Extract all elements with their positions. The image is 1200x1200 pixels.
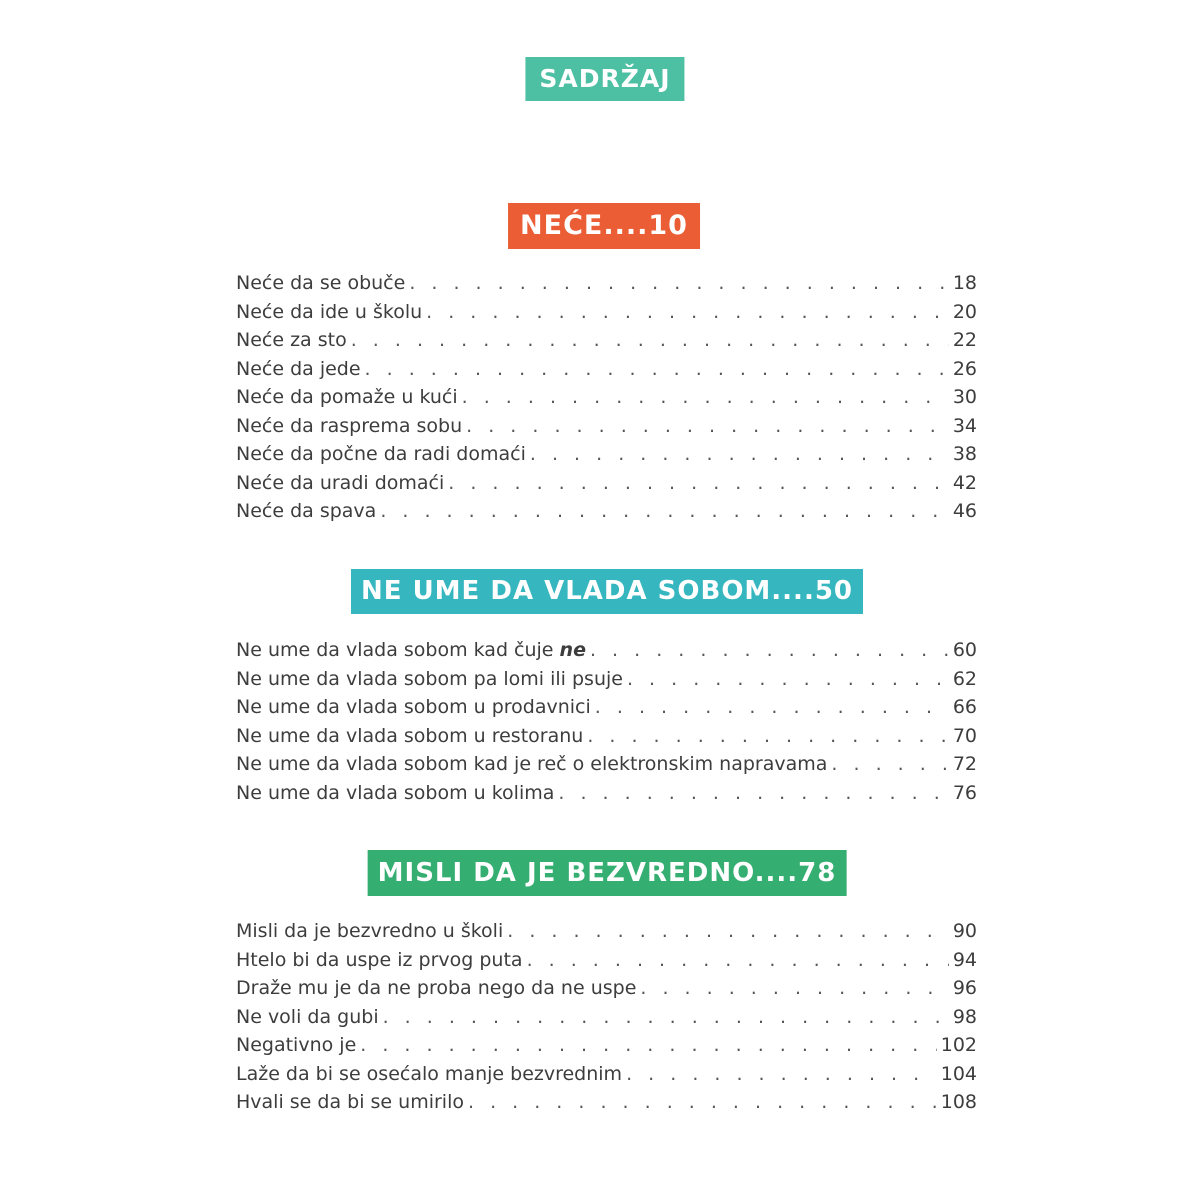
toc-entry xyxy=(236,412,977,441)
toc-entry-title-text: Hvali se da bi se umirilo xyxy=(236,1091,464,1113)
toc-entry-title-text: Ne ume da vlada sobom u restoranu xyxy=(236,724,584,747)
toc-entry-title xyxy=(236,665,623,694)
toc-entry-page-number: 42 xyxy=(952,471,977,494)
toc-entry xyxy=(236,750,977,779)
toc-entry-title xyxy=(236,1088,464,1117)
dot-leader xyxy=(468,1088,937,1117)
toc-list-nece xyxy=(236,269,977,526)
toc-entry-page-number: 72 xyxy=(952,753,977,775)
toc-entry-title xyxy=(236,917,503,946)
dot-leader xyxy=(409,269,949,298)
toc-entry-page-number: 18 xyxy=(952,272,977,294)
toc-entry-title-text: Ne ume da vlada sobom kad je reč o elektronskim napravama xyxy=(236,753,828,775)
toc-entry-page-number: 102 xyxy=(940,1034,977,1056)
toc-entry-title-text: Neće da ide u školu xyxy=(236,300,423,323)
toc-entry-title-text: Neće da pomaže u kući xyxy=(236,386,458,408)
toc-entry xyxy=(236,440,977,469)
toc-entry xyxy=(236,298,977,327)
toc-entry xyxy=(236,1031,977,1060)
toc-entry-title-text: Neće da uradi domaći xyxy=(236,471,445,494)
toc-entry-page-number: 34 xyxy=(952,414,977,437)
dot-leader xyxy=(426,298,949,327)
toc-entry xyxy=(236,1088,977,1117)
toc-entry-title-text: Neće da jede xyxy=(236,357,361,380)
toc-entry xyxy=(236,383,977,412)
toc-entry xyxy=(236,917,977,946)
toc-entry-title-text: Htelo bi da uspe iz prvog puta xyxy=(236,948,523,971)
toc-entry-title-text: Laže da bi se osećalo manje bezvrednim xyxy=(236,1062,623,1085)
dot-leader xyxy=(351,326,949,355)
toc-entry-page-number: 46 xyxy=(952,500,977,522)
toc-entry-emphasis: ne xyxy=(559,639,586,661)
toc-entry-title xyxy=(236,298,422,327)
toc-entry-title xyxy=(236,779,554,808)
toc-entry-page-number: 22 xyxy=(952,329,977,351)
toc-entry-page-number: 60 xyxy=(952,639,977,661)
toc-entry-page-number: 26 xyxy=(952,357,977,380)
toc-entry xyxy=(236,974,977,1003)
section-heading-nece: NEĆE....10 xyxy=(508,203,700,249)
toc-entry xyxy=(236,946,977,975)
toc-entry-page-number: 98 xyxy=(952,1005,977,1028)
toc-entry-title-text: Ne ume da vlada sobom u prodavnici xyxy=(236,696,591,718)
dot-leader xyxy=(380,497,949,526)
dot-leader xyxy=(587,722,949,751)
toc-entry-title xyxy=(236,1031,356,1060)
toc-entry-title xyxy=(236,440,526,469)
toc-entry-title xyxy=(236,412,462,441)
toc-entry-title xyxy=(236,1060,622,1089)
toc-entry-title-text: Ne voli da gubi xyxy=(236,1005,379,1028)
toc-list-misli-da-je-bezvredno xyxy=(236,917,977,1117)
toc-entry xyxy=(236,636,977,665)
dot-leader xyxy=(365,355,949,384)
toc-entry-title-text: Draže mu je da ne proba nego da ne uspe xyxy=(236,977,637,999)
section-heading-misli-da-je-bezvredno: MISLI DA JE BEZVREDNO....78 xyxy=(368,850,847,896)
toc-entry-title xyxy=(236,750,827,779)
dot-leader xyxy=(530,440,949,469)
toc-entry-title-text: Ne ume da vlada sobom pa lomi ili psuje xyxy=(236,667,623,690)
toc-entry-title-text: Misli da je bezvredno u školi xyxy=(236,920,504,942)
toc-entry-page-number: 30 xyxy=(952,386,977,408)
toc-entry xyxy=(236,779,977,808)
dot-leader xyxy=(462,383,949,412)
dot-leader xyxy=(595,693,949,722)
dot-leader xyxy=(383,1003,949,1032)
toc-entry-title-text: Neće da se obuče xyxy=(236,272,406,294)
dot-leader xyxy=(590,636,949,665)
toc-entry-title xyxy=(236,355,361,384)
toc-list-ne-ume-da-vlada-sobom xyxy=(236,636,977,807)
dot-leader xyxy=(466,412,949,441)
toc-entry-title xyxy=(236,383,458,412)
toc-entry xyxy=(236,269,977,298)
toc-entry-title-text: Neće da počne da radi domaći xyxy=(236,443,526,465)
toc-entry-title xyxy=(236,636,586,665)
toc-entry-title-text: Neće da spava xyxy=(236,500,377,522)
toc-entry-title xyxy=(236,722,583,751)
dot-leader xyxy=(448,469,949,498)
dot-leader xyxy=(640,974,948,1003)
toc-entry-page-number: 66 xyxy=(952,696,977,718)
toc-entry-title xyxy=(236,497,376,526)
toc-entry xyxy=(236,355,977,384)
toc-entry-page-number: 90 xyxy=(952,920,977,942)
dot-leader xyxy=(626,1060,937,1089)
toc-entry xyxy=(236,326,977,355)
dot-leader xyxy=(627,665,949,694)
toc-entry-page-number: 62 xyxy=(952,667,977,690)
toc-entry-title-text: Neće za sto xyxy=(236,329,347,351)
dot-leader xyxy=(558,779,948,808)
dot-leader xyxy=(831,750,948,779)
toc-entry xyxy=(236,1060,977,1089)
toc-entry-page-number: 70 xyxy=(952,724,977,747)
toc-entry-page-number: 96 xyxy=(952,977,977,999)
toc-entry-title-text: Ne ume da vlada sobom kad čuje xyxy=(236,639,560,661)
toc-entry xyxy=(236,693,977,722)
dot-leader xyxy=(527,946,949,975)
dot-leader xyxy=(360,1031,936,1060)
toc-entry-title xyxy=(236,693,591,722)
page-title: SADRŽAJ xyxy=(525,57,684,101)
toc-entry-page-number: 38 xyxy=(952,443,977,465)
toc-entry xyxy=(236,722,977,751)
toc-entry-title-text: Negativno je xyxy=(236,1034,357,1056)
toc-entry xyxy=(236,665,977,694)
toc-entry-title xyxy=(236,1003,379,1032)
toc-entry-title-text: Neće da raspremа sobu xyxy=(236,414,463,437)
toc-entry-title xyxy=(236,269,405,298)
toc-entry-title xyxy=(236,469,444,498)
toc-entry-title xyxy=(236,326,347,355)
toc-entry-page-number: 104 xyxy=(940,1062,977,1085)
toc-entry-page-number: 94 xyxy=(952,948,977,971)
toc-entry xyxy=(236,497,977,526)
section-heading-ne-ume-da-vlada-sobom: NE UME DA VLADA SOBOM....50 xyxy=(351,569,863,614)
toc-entry-page-number: 20 xyxy=(952,300,977,323)
toc-entry xyxy=(236,469,977,498)
toc-entry-page-number: 76 xyxy=(952,781,977,804)
toc-entry-page-number: 108 xyxy=(940,1091,977,1113)
toc-entry-title xyxy=(236,974,636,1003)
toc-entry-title-text: Ne ume da vlada sobom u kolima xyxy=(236,781,555,804)
toc-entry-title xyxy=(236,946,523,975)
toc-entry xyxy=(236,1003,977,1032)
dot-leader xyxy=(507,917,949,946)
